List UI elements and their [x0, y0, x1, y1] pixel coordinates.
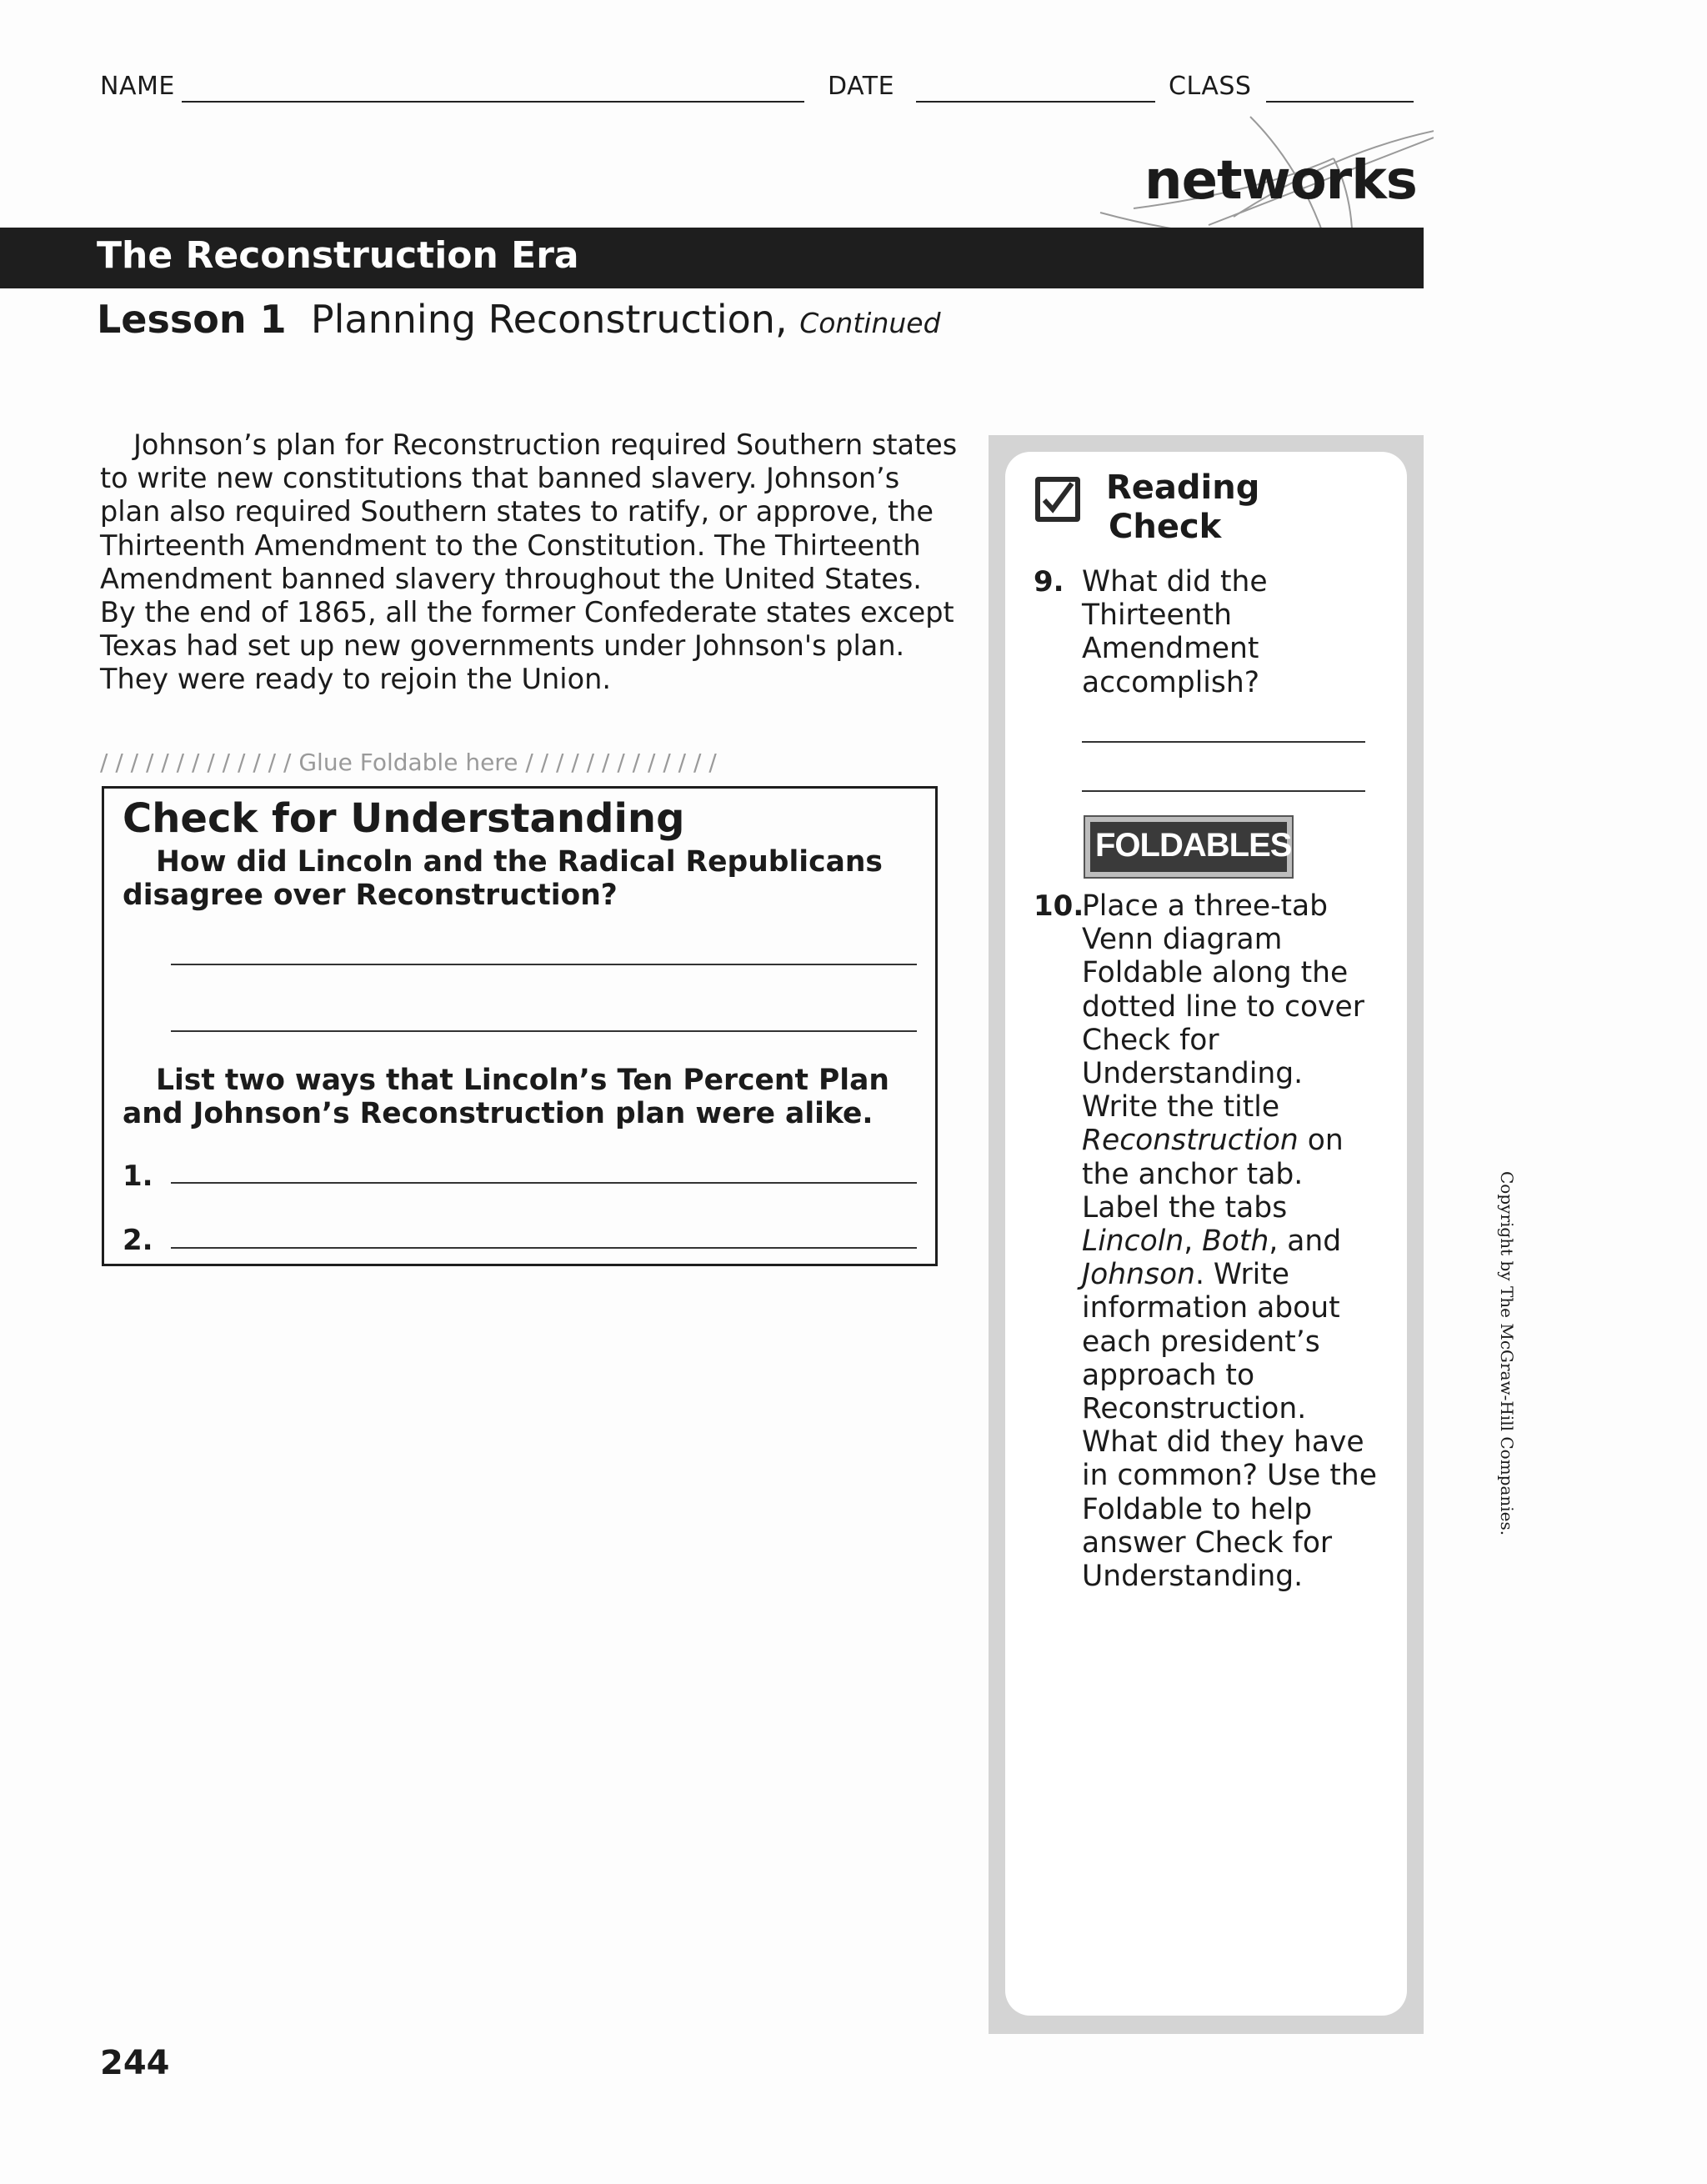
reading-check-title-line1: Reading [1106, 468, 1260, 507]
name-field[interactable] [182, 101, 804, 103]
date-field[interactable] [916, 101, 1155, 103]
foldables-em-lincoln: Lincoln [1082, 1225, 1184, 1259]
body-paragraph: Johnson’s plan for Reconstruction required Southern states to write new constitutions that banned slavery. Johnson’s plan also required Southern states to ratify, or approve, the Thirteenth Amendment to the Constitution. The Thirteenth Amendment banned slavery throughout the United States. By the end of 1865, all the former Confederate states except Texas had set up new governments under Johnson's plan. They were ready to rejoin the Union. [100, 428, 958, 696]
lesson-heading [97, 297, 941, 342]
checkbox-icon [1034, 475, 1082, 523]
reading-check-answer-line-1[interactable] [1082, 741, 1365, 743]
unit-title: The Reconstruction Era [97, 234, 579, 277]
unit-title-bar [0, 228, 1424, 288]
foldables-em-both: Both [1202, 1225, 1269, 1259]
foldables-badge [1084, 815, 1294, 879]
answer-line-2[interactable] [171, 1030, 917, 1032]
cfu-question-1: How did Lincoln and the Radical Republicans disagree over Reconstruction? [123, 845, 883, 912]
check-for-understanding-box [102, 786, 938, 1266]
reading-check-question: What did the Thirteenth Amendment accomplish? [1082, 565, 1268, 699]
glue-label: Glue Foldable here [298, 749, 518, 776]
foldables-instructions: Place a three-tab Venn diagram Foldable along the dotted line to cover Check for Understanding. Write the title Reconstruction on the anchor tab. Label the tabs Lincoln, Both, and Johnson. Write information about each president’s approach to Reconstruction. What did they have in common? Use the Foldable to help answer Check for Understanding. [1082, 889, 1377, 1594]
cfu-question-2: List two ways that Lincoln’s Ten Percent Plan and Johnson’s Reconstruction plan were alike. [123, 1064, 889, 1130]
foldables-text-1: Place a three-tab Venn diagram Foldable along the dotted line to cover Check for Understanding. Write the title [1082, 889, 1364, 1125]
lesson-number: Lesson 1 [97, 297, 287, 342]
reading-check-title [1106, 468, 1259, 547]
foldables-text-and: and [1287, 1225, 1342, 1259]
cfu-title: Check for Understanding [123, 795, 685, 842]
class-label: CLASS [1169, 72, 1252, 101]
list-number-1: 1. [123, 1160, 153, 1193]
foldables-em-reconstruction: Reconstruction [1082, 1124, 1299, 1158]
class-field[interactable] [1266, 101, 1414, 103]
glue-foldable-line [100, 749, 938, 779]
networks-logo: networks [1144, 150, 1417, 212]
question-10-number: 10. [1034, 889, 1084, 923]
answer-line-item-1[interactable] [171, 1182, 917, 1184]
answer-line-1[interactable] [171, 964, 917, 965]
list-number-2: 2. [123, 1224, 153, 1257]
foldables-badge-text: FOLDABLES [1095, 827, 1292, 864]
glue-slashes-right: / / / / / / / / / / / / / [525, 749, 717, 776]
answer-line-item-2[interactable] [171, 1247, 917, 1249]
foldables-em-johnson: Johnson [1082, 1258, 1195, 1292]
lesson-continued: Continued [799, 307, 941, 339]
lesson-title: Planning Reconstruction, [310, 297, 788, 342]
reading-check-answer-line-2[interactable] [1082, 790, 1365, 792]
date-label: DATE [828, 72, 895, 101]
glue-slashes-left: / / / / / / / / / / / / / [100, 749, 292, 776]
copyright-notice: Copyright by The McGraw-Hill Companies. [1497, 1171, 1517, 1536]
foldables-text-2: on the anchor tab. Label the tabs [1082, 1124, 1344, 1225]
question-9-number: 9. [1034, 565, 1064, 599]
foldables-text-3: Write information about each president’s approach to Reconstruction. What did they have in common? Use the Foldable to help answer Check for Understanding. [1082, 1258, 1377, 1594]
page-number: 244 [100, 2044, 170, 2082]
reading-check-title-line2: Check [1109, 508, 1222, 546]
name-label: NAME [100, 72, 175, 101]
